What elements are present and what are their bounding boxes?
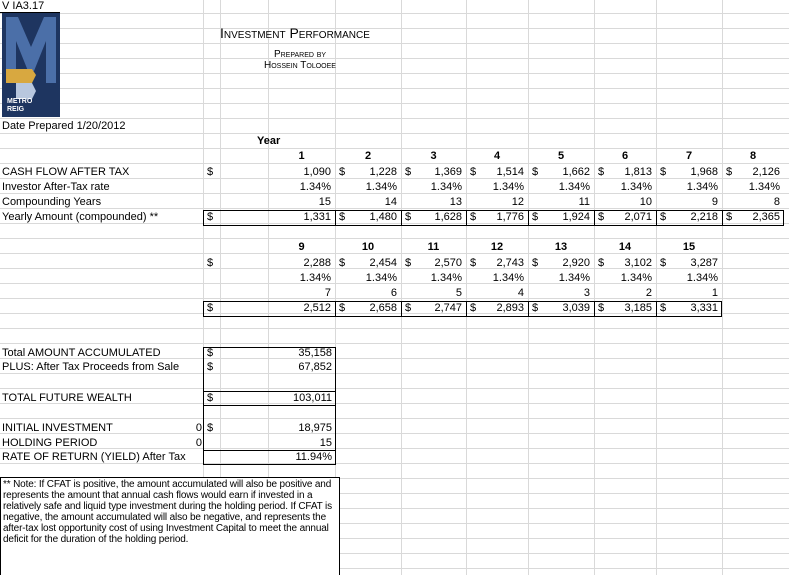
currency-cash-flow: $ bbox=[207, 166, 214, 178]
label-cash-flow: CASH FLOW AFTER TAX bbox=[2, 166, 130, 178]
cash-flow-value: 2,454 bbox=[369, 257, 397, 269]
compounding-value: 8 bbox=[773, 196, 780, 208]
currency-yearly: $ bbox=[405, 302, 412, 314]
year-number: 1 bbox=[298, 150, 305, 162]
currency-yearly: $ bbox=[339, 302, 346, 314]
year-number: 12 bbox=[490, 241, 504, 253]
currency-cash-flow: $ bbox=[660, 166, 667, 178]
yearly-amount-value: 1,776 bbox=[496, 211, 524, 223]
rate-value: 1.34% bbox=[620, 181, 652, 193]
total-accumulated-value: 35,158 bbox=[298, 347, 332, 359]
currency-yearly: $ bbox=[660, 302, 667, 314]
rate-of-return-label: RATE OF RETURN (YIELD) After Tax bbox=[2, 451, 186, 463]
svg-text:REIG: REIG bbox=[7, 106, 25, 113]
yearly-amount-value: 1,331 bbox=[303, 211, 331, 223]
initial-investment-value: 18,975 bbox=[298, 422, 332, 434]
after-tax-proceeds-currency: $ bbox=[207, 361, 214, 373]
year-number: 8 bbox=[749, 150, 757, 162]
currency-yearly: $ bbox=[598, 302, 605, 314]
total-future-wealth-currency: $ bbox=[207, 392, 214, 404]
cash-flow-value: 2,570 bbox=[434, 257, 462, 269]
cash-flow-value: 2,126 bbox=[752, 166, 780, 178]
yearly-amount-value: 2,512 bbox=[303, 302, 331, 314]
cash-flow-value: 1,662 bbox=[562, 166, 590, 178]
rate-value: 1.34% bbox=[492, 181, 524, 193]
svg-text:METRO: METRO bbox=[7, 98, 33, 105]
rate-value: 1.34% bbox=[430, 272, 462, 284]
cash-flow-value: 1,514 bbox=[496, 166, 524, 178]
compounding-value: 7 bbox=[324, 287, 331, 299]
currency-cash-flow: $ bbox=[405, 166, 412, 178]
cash-flow-value: 1,813 bbox=[624, 166, 652, 178]
rate-of-return-value: 11.94% bbox=[295, 451, 332, 463]
year-number: 7 bbox=[685, 150, 693, 162]
label-yearly: Yearly Amount (compounded) ** bbox=[2, 211, 159, 223]
cell-reference: V IA3.17 bbox=[2, 0, 45, 12]
year-number: 6 bbox=[621, 150, 629, 162]
year-header: Year bbox=[257, 135, 281, 147]
total-accumulated-label: Total AMOUNT ACCUMULATED bbox=[2, 347, 161, 359]
currency-cash-flow: $ bbox=[339, 166, 346, 178]
currency-cash-flow: $ bbox=[532, 257, 539, 269]
report-title: Investment Performance bbox=[220, 25, 370, 41]
rate-value: 1.34% bbox=[299, 272, 331, 284]
yearly-amount-value: 1,924 bbox=[562, 211, 590, 223]
cash-flow-value: 3,102 bbox=[624, 257, 652, 269]
cash-flow-value: 2,288 bbox=[303, 257, 331, 269]
currency-cash-flow: $ bbox=[207, 257, 214, 269]
yearly-amount-value: 2,658 bbox=[369, 302, 397, 314]
rate-value: 1.34% bbox=[492, 272, 524, 284]
yearly-amount-value: 2,747 bbox=[434, 302, 462, 314]
metro-reig-logo bbox=[2, 13, 60, 117]
currency-yearly: $ bbox=[207, 211, 214, 223]
cash-flow-value: 1,228 bbox=[369, 166, 397, 178]
rate-value: 1.34% bbox=[558, 272, 590, 284]
currency-yearly: $ bbox=[405, 211, 412, 223]
compounding-value: 13 bbox=[449, 196, 462, 208]
cash-flow-value: 1,968 bbox=[690, 166, 718, 178]
year-number: 4 bbox=[493, 150, 501, 162]
compounding-value: 2 bbox=[645, 287, 652, 299]
rate-value: 1.34% bbox=[430, 181, 462, 193]
year-number: 11 bbox=[427, 241, 440, 253]
year-number: 5 bbox=[557, 150, 565, 162]
rate-value: 1.34% bbox=[365, 272, 397, 284]
rate-value: 1.34% bbox=[299, 181, 331, 193]
rate-value: 1.34% bbox=[748, 181, 780, 193]
prepared-by-label: Prepared by bbox=[273, 49, 327, 60]
yearly-amount-value: 1,628 bbox=[434, 211, 462, 223]
compounding-value: 12 bbox=[511, 196, 524, 208]
year-number: 14 bbox=[618, 241, 632, 253]
rate-value: 1.34% bbox=[558, 181, 590, 193]
holding-period-value: 15 bbox=[319, 437, 332, 449]
author-name: Hossein Tolooee bbox=[264, 60, 336, 71]
date-prepared: Date Prepared 1/20/2012 bbox=[2, 120, 126, 132]
compounding-value: 1 bbox=[711, 287, 718, 299]
currency-yearly: $ bbox=[470, 211, 477, 223]
cash-flow-value: 2,920 bbox=[562, 257, 590, 269]
yearly-amount-value: 2,893 bbox=[496, 302, 524, 314]
year-number: 13 bbox=[554, 241, 568, 253]
currency-yearly: $ bbox=[532, 211, 539, 223]
currency-cash-flow: $ bbox=[598, 257, 605, 269]
holding-period-flag: 0 bbox=[195, 437, 202, 449]
compounding-value: 5 bbox=[455, 287, 462, 299]
yearly-amount-value: 2,071 bbox=[624, 211, 652, 223]
yearly-amount-value: 2,218 bbox=[690, 211, 718, 223]
holding-period-label: HOLDING PERIOD bbox=[2, 437, 98, 449]
footnote-text: ** Note: If CFAT is positive, the amount accumulated will also be positive and represents the amount that annual cash flows would earn if invested in a relatively safe and liquid type investment during the holding period. If CFAT is negative, the amount accumulated will also be negative, and represents the after-tax lost opportunity cost of using Investment Capital to meet the annual deficit for the duration of the holding period. bbox=[3, 479, 332, 545]
currency-cash-flow: $ bbox=[726, 166, 733, 178]
rate-value: 1.34% bbox=[620, 272, 652, 284]
currency-cash-flow: $ bbox=[405, 257, 412, 269]
after-tax-proceeds-label: PLUS: After Tax Proceeds from Sale bbox=[2, 361, 180, 373]
yearly-amount-value: 3,331 bbox=[690, 302, 718, 314]
currency-cash-flow: $ bbox=[470, 257, 477, 269]
compounding-value: 6 bbox=[390, 287, 397, 299]
rate-value: 1.34% bbox=[686, 272, 718, 284]
cash-flow-value: 1,369 bbox=[434, 166, 462, 178]
currency-cash-flow: $ bbox=[660, 257, 667, 269]
cash-flow-value: 3,287 bbox=[690, 257, 718, 269]
currency-yearly: $ bbox=[598, 211, 605, 223]
label-compounding: Compounding Years bbox=[2, 196, 102, 208]
year-number: 9 bbox=[298, 241, 305, 253]
rate-value: 1.34% bbox=[365, 181, 397, 193]
compounding-value: 15 bbox=[318, 196, 331, 208]
initial-investment-flag: 0 bbox=[195, 422, 202, 434]
compounding-value: 10 bbox=[639, 196, 652, 208]
total-accumulated-currency: $ bbox=[207, 347, 214, 359]
currency-yearly: $ bbox=[532, 302, 539, 314]
compounding-value: 11 bbox=[578, 196, 590, 208]
label-rate: Investor After-Tax rate bbox=[2, 181, 110, 193]
compounding-value: 3 bbox=[583, 287, 590, 299]
cash-flow-value: 2,743 bbox=[496, 257, 524, 269]
footnote-box bbox=[0, 477, 340, 575]
compounding-value: 4 bbox=[517, 287, 524, 299]
currency-yearly: $ bbox=[660, 211, 667, 223]
currency-cash-flow: $ bbox=[532, 166, 539, 178]
initial-investment-currency: $ bbox=[207, 422, 214, 434]
cash-flow-value: 1,090 bbox=[303, 166, 331, 178]
compounding-value: 9 bbox=[711, 196, 718, 208]
total-future-wealth-label: TOTAL FUTURE WEALTH bbox=[2, 392, 132, 404]
year-number: 15 bbox=[682, 241, 696, 253]
currency-yearly: $ bbox=[726, 211, 733, 223]
currency-cash-flow: $ bbox=[339, 257, 346, 269]
compounding-value: 14 bbox=[384, 196, 397, 208]
initial-investment-label: INITIAL INVESTMENT bbox=[2, 422, 113, 434]
yearly-amount-value: 3,039 bbox=[562, 302, 590, 314]
total-future-wealth-value: 103,011 bbox=[293, 392, 332, 404]
year-number: 3 bbox=[430, 150, 437, 162]
currency-cash-flow: $ bbox=[598, 166, 605, 178]
currency-yearly: $ bbox=[207, 302, 214, 314]
currency-yearly: $ bbox=[470, 302, 477, 314]
after-tax-proceeds-value: 67,852 bbox=[298, 361, 332, 373]
year-number: 2 bbox=[364, 150, 372, 162]
yearly-amount-value: 2,365 bbox=[752, 211, 780, 223]
rate-value: 1.34% bbox=[686, 181, 718, 193]
yearly-amount-value: 3,185 bbox=[624, 302, 652, 314]
year-number: 10 bbox=[361, 241, 375, 253]
yearly-amount-value: 1,480 bbox=[369, 211, 397, 223]
currency-yearly: $ bbox=[339, 211, 346, 223]
currency-cash-flow: $ bbox=[470, 166, 477, 178]
